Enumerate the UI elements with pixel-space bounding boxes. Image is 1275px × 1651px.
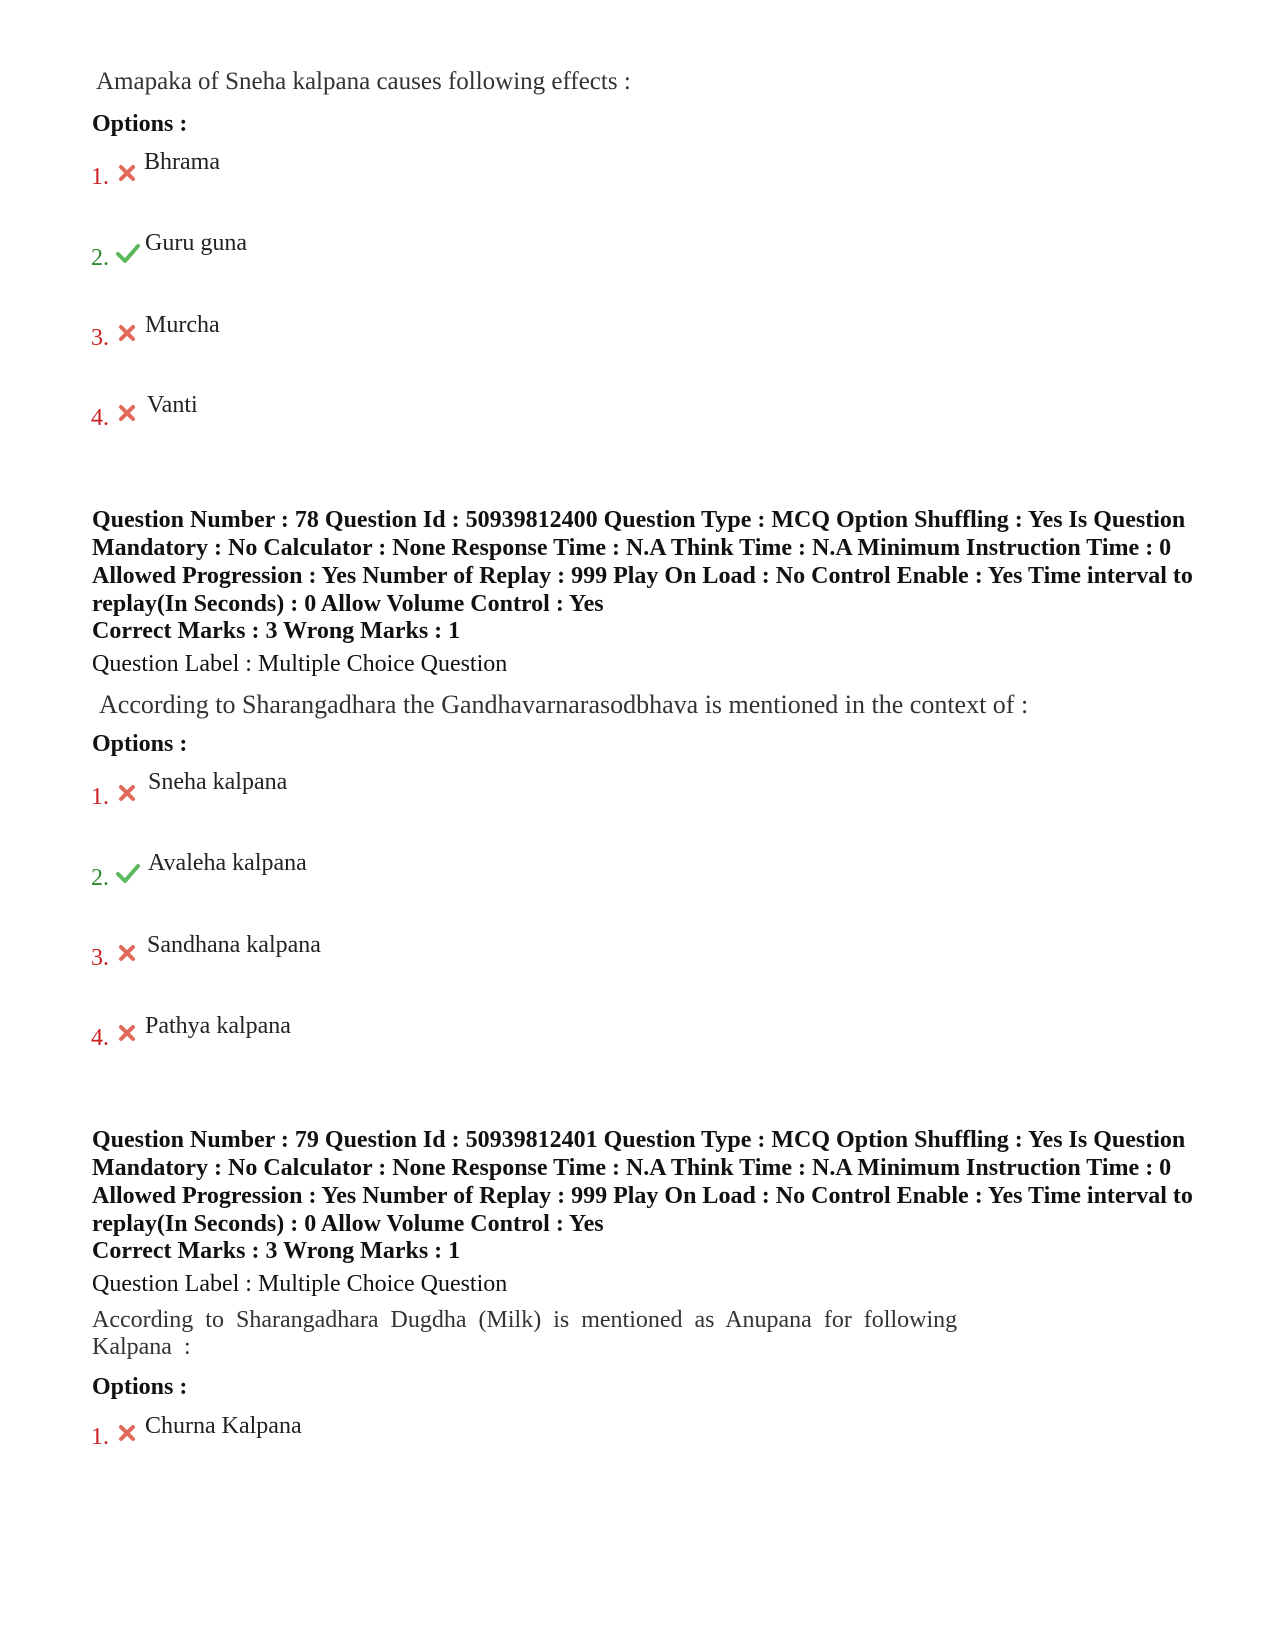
option-text: Vanti (147, 392, 198, 418)
option-number: 3. (91, 325, 109, 351)
q79-question-text: According to Sharangadhara Dugdha (Milk) is mentioned as Anupana for following Kalpana : (92, 1307, 958, 1360)
option-text: Bhrama (144, 149, 220, 175)
option-text: Guru guna (145, 230, 247, 256)
option-text: Murcha (145, 312, 220, 338)
wrong-cross-icon (116, 1422, 138, 1444)
option-number: 1. (91, 784, 109, 810)
q79-question-label: Question Label : Multiple Choice Question (92, 1271, 508, 1297)
wrong-cross-icon (116, 1022, 138, 1044)
correct-check-icon (115, 242, 141, 264)
wrong-cross-icon (116, 162, 138, 184)
option-number: 4. (91, 1025, 109, 1051)
wrong-cross-icon (116, 782, 138, 804)
option-number: 4. (91, 405, 109, 431)
wrong-cross-icon (116, 942, 138, 964)
option-number: 2. (91, 865, 109, 891)
wrong-cross-icon (116, 402, 138, 424)
option-number: 3. (91, 945, 109, 971)
option-number: 1. (91, 164, 109, 190)
q78-options-label: Options : (92, 731, 188, 757)
q79-options-label: Options : (92, 1374, 188, 1400)
correct-check-icon (115, 862, 141, 884)
q78-meta: Question Number : 78 Question Id : 50939812400 Question Type : MCQ Option Shuffling : Yes Is Question Mandatory : No Calculator : None Response Time : N.A Think Time : N.A Minimum Instruction Time : 0 Allowed Progression : Yes Number of Replay : 999 Play On Load : No Control Enable : Yes Time interval to replay(In Seconds) : 0 Allow Volume Control : Yes (92, 507, 1193, 617)
wrong-cross-icon (116, 322, 138, 344)
option-text: Sandhana kalpana (147, 932, 321, 958)
option-number: 2. (91, 245, 109, 271)
option-text: Churna Kalpana (145, 1413, 302, 1439)
option-number: 1. (91, 1424, 109, 1450)
q78-question-label: Question Label : Multiple Choice Question (92, 651, 508, 677)
q77-options-label: Options : (92, 111, 188, 137)
q78-question-text: According to Sharangadhara the Gandhavarnarasodbhava is mentioned in the context of : (99, 690, 1029, 719)
q79-meta: Question Number : 79 Question Id : 50939812401 Question Type : MCQ Option Shuffling : Yes Is Question Mandatory : No Calculator : None Response Time : N.A Think Time : N.A Minimum Instruction Time : 0 Allowed Progression : Yes Number of Replay : 999 Play On Load : No Control Enable : Yes Time interval to replay(In Seconds) : 0 Allow Volume Control : Yes (92, 1127, 1193, 1237)
q79-marks: Correct Marks : 3 Wrong Marks : 1 (92, 1238, 461, 1264)
q77-question-text: Amapaka of Sneha kalpana causes following effects : (96, 68, 631, 95)
option-text: Pathya kalpana (145, 1013, 291, 1039)
q78-marks: Correct Marks : 3 Wrong Marks : 1 (92, 618, 461, 644)
option-text: Avaleha kalpana (148, 850, 307, 876)
option-text: Sneha kalpana (148, 769, 288, 795)
